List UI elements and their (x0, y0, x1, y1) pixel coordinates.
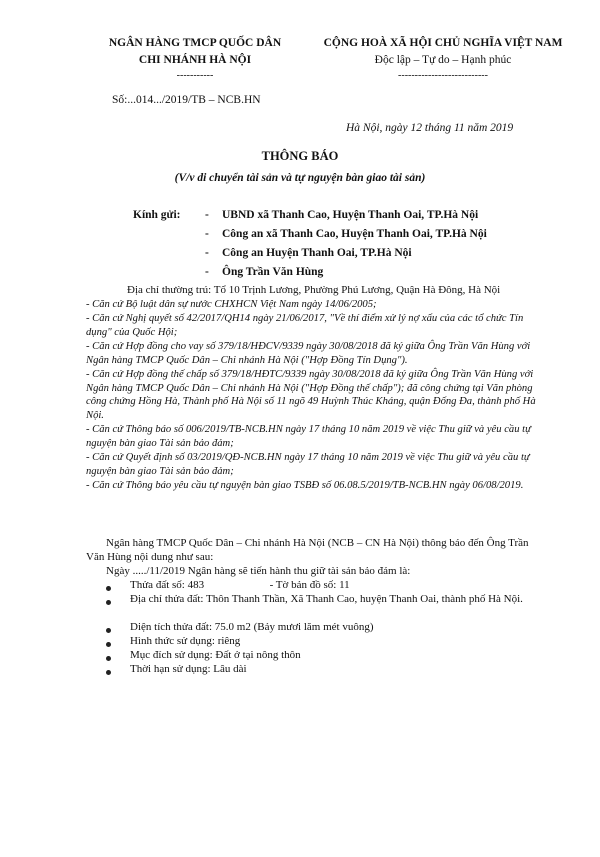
recipient-bullet: - (205, 266, 209, 278)
left-separator: ----------- (176, 70, 214, 81)
independence-motto: Độc lập – Tự do – Hạnh phúc (374, 54, 512, 66)
basis-item: - Căn cứ Thông báo yêu cầu tự nguyện bàn giao TSBĐ số 06.08.5/2019/TB-NCB.HN ngày 06/08/2019. (86, 480, 524, 491)
notice-subject: (V/v di chuyển tài sản và tự nguyện bàn giao tài sản) (174, 172, 426, 184)
property-bullet (106, 666, 117, 680)
recipient-item: Công an Huyện Thanh Oai, TP.Hà Nội (222, 247, 412, 259)
plot-number: Thửa đất số: 483 (130, 579, 205, 591)
branch-name: CHI NHÁNH HÀ NỘI (138, 54, 252, 66)
property-item: Diện tích thửa đất: 75.0 m2 (Bảy mươi lăm mét vuông) (130, 621, 374, 633)
property-bullet (106, 596, 117, 610)
basis-item: - Căn cứ Bộ luật dân sự nước CHXHCN Việt Nam ngày 14/06/2005; (86, 299, 377, 310)
property-item: Hình thức sử dụng: riêng (130, 635, 241, 647)
right-separator: --------------------------- (398, 70, 488, 81)
country-motto: CỘNG HOÀ XÃ HỘI CHỦ NGHĨA VIỆT NAM (323, 37, 563, 49)
property-item (130, 579, 550, 593)
document-date: Hà Nội, ngày 12 tháng 11 năm 2019 (346, 122, 514, 134)
date-paragraph: Ngày ...../11/2019 Ngân hàng sẽ tiến hành thu giữ tài sản bảo đảm là: (106, 565, 411, 577)
property-bullet (106, 582, 117, 596)
property-bullet (106, 638, 117, 652)
recipient-bullet: - (205, 228, 209, 240)
property-item: Địa chỉ thửa đất: Thôn Thanh Thần, Xã Thanh Cao, huyện Thanh Oai, thành phố Hà Nội. (130, 593, 523, 605)
recipient-bullet: - (205, 209, 209, 221)
property-item: Mục đích sử dụng: Đất ở tại nông thôn (130, 649, 301, 661)
map-sheet-number: - Tờ bản đồ số: 11 (269, 579, 350, 591)
basis-item: - Căn cứ Quyết định số 03/2019/QĐ-NCB.HN ngày 17 tháng 10 năm 2019 về việc Thu giữ và yêu cầu tự nguyện bàn giao Tài sản bảo đảm; (86, 452, 530, 477)
recipient-item: Công an xã Thanh Cao, Huyện Thanh Oai, TP.Hà Nội (222, 228, 487, 240)
property-bullet (106, 624, 117, 638)
property-item: Thời hạn sử dụng: Lâu dài (130, 663, 247, 675)
document-number: Số:...014.../2019/TB – NCB.HN (112, 94, 261, 106)
notice-title: THÔNG BÁO (261, 149, 339, 163)
intro-paragraph: Ngân hàng TMCP Quốc Dân – Chi nhánh Hà Nội (NCB – CN Hà Nội) thông báo đến Ông Trần Văn Hùng nội dung như sau: (86, 537, 529, 563)
recipient-item: UBND xã Thanh Cao, Huyện Thanh Oai, TP.Hà Nội (222, 209, 479, 221)
recipient-item: Ông Trần Văn Hùng (222, 266, 324, 278)
basis-item: - Căn cứ Hợp đồng thế chấp số 379/18/HĐTC/9339 ngày 30/08/2018 đã ký giữa Ông Trần Văn Hùng với Ngân hàng TMCP Quốc Dân – Chi nhánh Hà Nội ("Hợp Đồng thế chấp"); đã công chứng tại Văn phòng công chứng Hồng Hà, Thành phố Hà Nội số 11 ngõ 49 Huỳnh Thúc Kháng, quận Đống Đa, thành phố Hà Nội. (86, 369, 536, 421)
recipient-bullet: - (205, 247, 209, 259)
basis-item: - Căn cứ Nghị quyết số 42/2017/QH14 ngày 21/06/2017, "Về thí điểm xử lý nợ xấu của các tổ chức Tín dụng" của Quốc Hội; (86, 313, 524, 338)
recipient-address: Địa chỉ thường trú: Tổ 10 Trịnh Lương, Phường Phú Lương, Quận Hà Đông, Hà Nội (127, 284, 501, 296)
basis-item: - Căn cứ Thông báo số 006/2019/TB-NCB.HN ngày 17 tháng 10 năm 2019 về việc Thu giữ và yêu cầu tự nguyện bàn giao Tài sản bảo đảm; (86, 424, 531, 449)
basis-item: - Căn cứ Hợp đồng cho vay số 379/18/HĐCV/9339 ngày 30/08/2018 đã ký giữa Ông Trần Văn Hùng với Ngân hàng TMCP Quốc Dân – Chi nhánh Hà Nội ("Hợp Đồng Tín Dụng"). (86, 341, 531, 366)
property-bullet (106, 652, 117, 666)
bank-name: NGÂN HÀNG TMCP QUỐC DÂN (108, 37, 282, 49)
recipients-label: Kính gửi: (133, 209, 181, 221)
